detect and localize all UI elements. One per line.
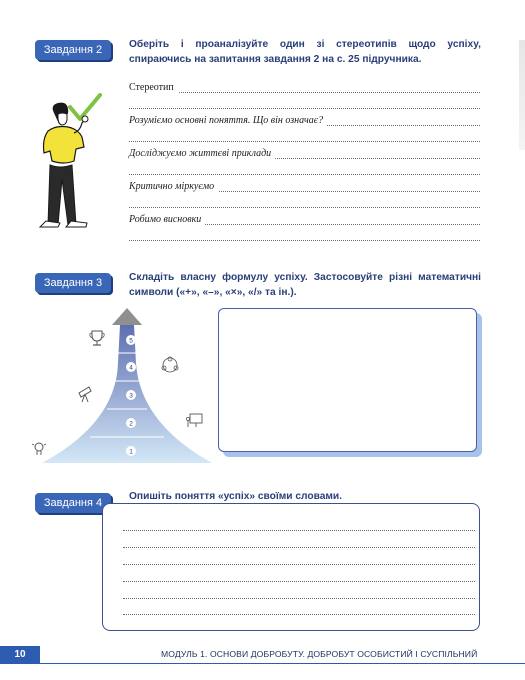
lightbulb-icon [32,443,46,455]
presentation-board-icon [186,414,202,427]
task2-badge: Завдання 2 [35,40,111,60]
pyramid-level-2: 2 [129,420,133,428]
task4-badge: Завдання 4 [35,493,111,513]
task3-badge: Завдання 3 [35,273,111,293]
task2-row-examples[interactable] [129,144,480,162]
answer-line[interactable] [123,530,475,531]
pyramid-level-1: 1 [129,448,133,456]
formula-answer-box[interactable] [218,308,477,452]
task4-instructions: Опишіть поняття «успіх» своїми словами. [129,491,343,502]
telescope-icon [79,387,91,402]
success-definition-box[interactable] [102,503,480,631]
thinking-man-illustration [30,95,105,235]
trophy-icon [90,331,105,345]
answer-line[interactable] [129,207,480,208]
row-label: Критично міркуємо [129,181,218,192]
task2-row-critical[interactable] [129,177,480,195]
answer-line[interactable] [129,108,480,109]
answer-line [129,92,480,93]
task2-instructions: Оберіть і проаналізуйте один зі стереотипів щодо успіху, спираючись на запитання завдання 2 на с. 25 підручника. [129,39,481,65]
row-label: Стереотип [129,82,178,93]
row-label: Досліджуємо життєві приклади [129,148,275,159]
answer-line[interactable] [129,141,480,142]
task2-row-conclusions[interactable] [129,210,480,228]
task3-instructions: Складіть власну формулу успіху. Застосовуйте різні математичні символи («+», «–», «×», «/» та ін.). [129,272,481,298]
footer-divider [0,663,525,664]
answer-line[interactable] [123,614,475,615]
check-mark-icon [70,95,100,119]
page-edge-shadow [519,40,525,150]
module-title: МОДУЛЬ 1. ОСНОВИ ДОБРОБУТУ. ДОБРОБУТ ОСОБИСТИЙ І СУСПІЛЬНИЙ [161,649,478,659]
answer-line[interactable] [129,240,480,241]
answer-line[interactable] [123,581,475,582]
answer-line[interactable] [123,598,475,599]
row-label: Робимо висновки [129,214,205,225]
answer-line[interactable] [123,547,475,548]
answer-line[interactable] [123,564,475,565]
page-number: 10 [0,646,40,664]
arrow-up-icon [112,308,142,325]
team-network-icon [162,357,178,372]
success-pyramid-diagram [30,303,215,465]
pyramid-level-4: 4 [129,364,133,372]
answer-line[interactable] [129,174,480,175]
row-label: Розуміємо основні поняття. Що він означає? [129,115,327,126]
pyramid-level-5: 5 [129,337,133,345]
task2-row-concepts[interactable] [129,111,480,129]
task2-row-stereotype[interactable] [129,78,480,96]
pyramid-level-3: 3 [129,392,133,400]
